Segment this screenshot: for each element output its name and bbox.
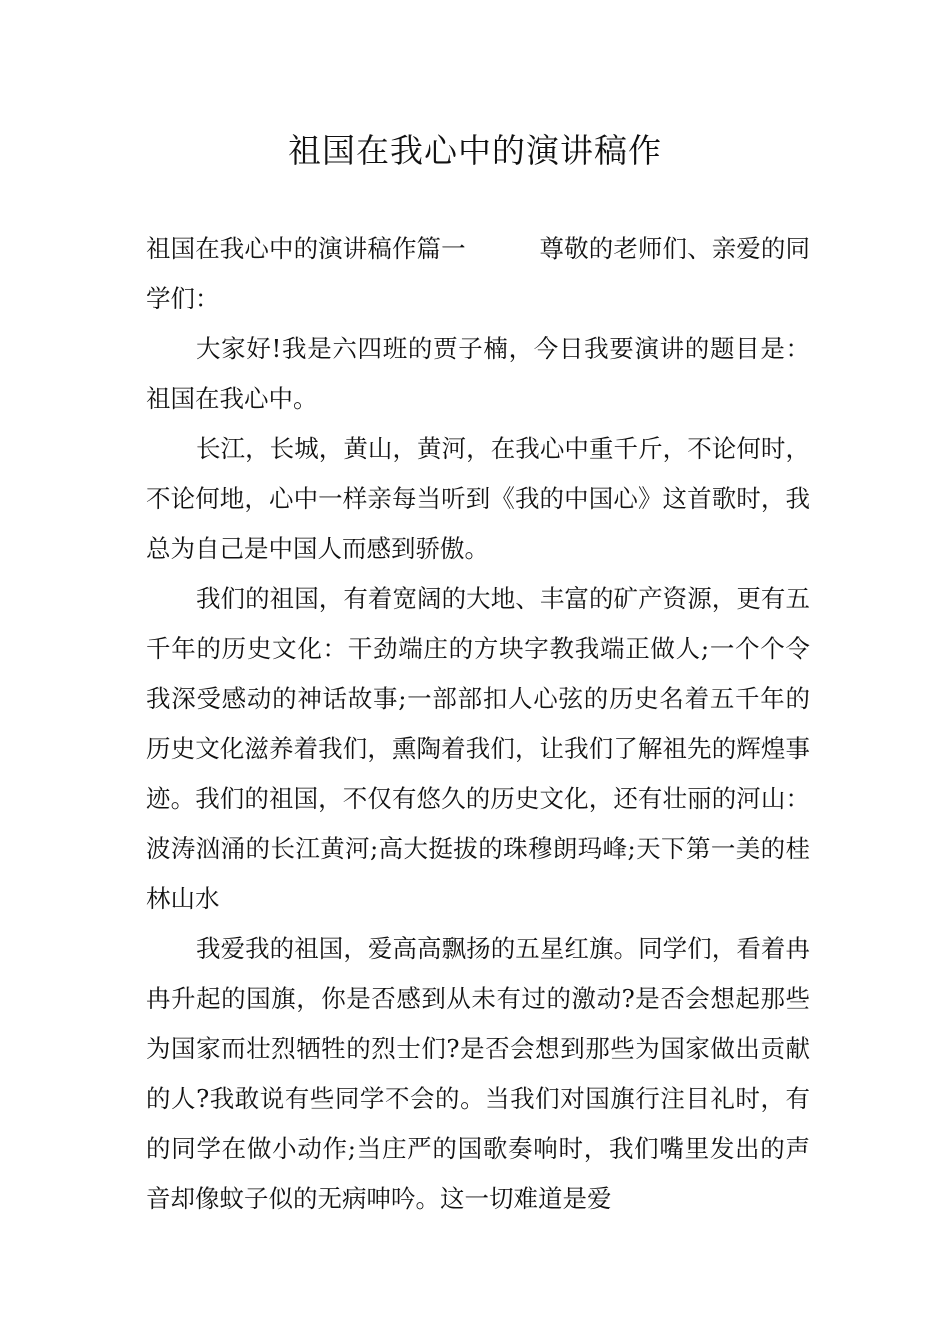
document-title: 祖国在我心中的演讲稿作 [288,131,662,170]
paragraph-intro: 祖国在我心中的演讲稿作篇一 尊敬的老师们、亲爱的同学们： [146,234,810,313]
paragraph-greeting: 大家好!我是六四班的贾子楠，今日我要演讲的题目是：祖国在我心中。 [146,334,810,413]
paragraph-history: 我们的祖国，有着宽阔的大地、丰富的矿产资源，更有五千年的历史文化：干劲端庄的方块字教我端正做人;一个个令我深受感动的神话故事;一部部扣人心弦的历史名着五千年的历史文化滋养着我们，熏陶着我们，让我们了解祖先的辉煌事迹。我们的祖国，不仅有悠久的历史文化，还有壮丽的河山：波涛汹涌的长江黄河;高大挺拔的珠穆朗玛峰;天下第一美的桂林山水 [146,584,810,913]
paragraph-rivers: 长江，长城，黄山，黄河，在我心中重千斤，不论何时，不论何地，心中一样亲每当听到《我的中国心》这首歌时，我总为自己是中国人而感到骄傲。 [146,434,810,563]
document-body [146,224,810,1224]
paragraph-flag: 我爱我的祖国，爱高高飘扬的五星红旗。同学们，看着冉冉升起的国旗，你是否感到从未有过的激动?是否会想起那些为国家而壮烈牺牲的烈士们?是否会想到那些为国家做出贡献的人?我敢说有些同学不会的。当我们对国旗行注目礼时，有的同学在做小动作;当庄严的国歌奏响时，我们嘴里发出的声音却像蚊子似的无病呻吟。这一切难道是爱 [146,934,810,1213]
